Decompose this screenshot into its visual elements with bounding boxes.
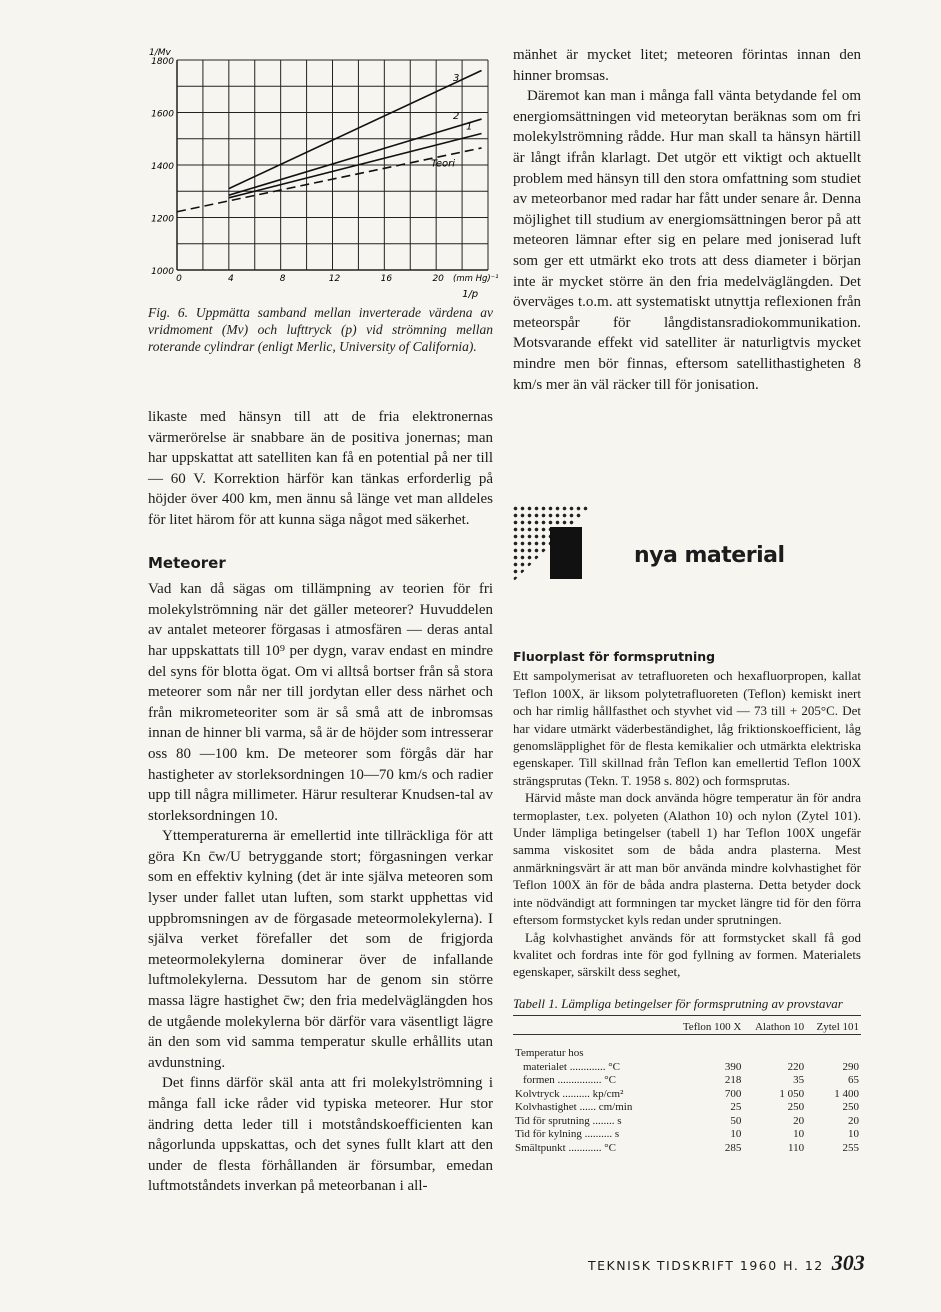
table-cell: materialet ............. °C — [523, 1060, 620, 1073]
table-cell: 1 400 — [834, 1087, 859, 1100]
series-line-3 — [229, 71, 482, 189]
header-cell: Alathon 10 — [754, 1020, 805, 1033]
table-row — [513, 1088, 861, 1102]
y-tick-label: 1400 — [151, 162, 174, 172]
y-tick-label: 1800 — [151, 57, 174, 67]
table-row — [513, 1061, 861, 1075]
paragraph: mänhet är mycket litet; meteoren förintas innan den hinner bromsas. — [513, 47, 861, 84]
paragraph: Yttemperaturerna är emellertid inte tillräckliga för att göra Kn c̄w/U betryggande stort; förgasningen verkar som en effektiv kylning (det är inte själva meteoren som lyser under fallet utan luften, som starkt upphettas vid uppbromsningen av de förgasade meteormolekylerna). I själva verket förefaller det som de frigjorda meteormolekylerna dominerar över de infallande luftmolekylerna. Dessutom har de genom sin större massa lägre hastighet c̄w; den fria medelväglängden hos de utgående molekylerna bör därför vara väsentligt lägre än den som vid samma temperatur skulle erhållits utan avdunstning. — [148, 828, 493, 1071]
journal-name: TEKNISK TIDSKRIFT 1960 H. 12 — [588, 1258, 824, 1273]
table-cell: 290 — [842, 1060, 859, 1073]
x-tick-label: 8 — [279, 274, 286, 284]
x-tick-label: 16 — [380, 274, 393, 284]
y-tick-label: 1000 — [151, 267, 174, 277]
paragraph: Härvid måste man dock använda högre temperatur än för andra termoplaster, t.ex. polyeten (Alathon 10) och nylon (Zytel 101). Under lämpliga betingelser (tabell 1) har Teflon 100X ungefär samma viskositet som de båda andra plasterna. Mest anmärkningsvärt är att man bör använda mindre kolvhastighet för Teflon 100X än för de båda andra plasterna. Detta betyder dock inte nödvändigt att formningen tar mycket längre tid för den förra eftersom formstycket kyls redan under sprutningen. — [513, 790, 861, 928]
page-number: 303 — [831, 1250, 865, 1275]
table-cell: 50 — [730, 1114, 742, 1127]
table-cell: 35 — [793, 1074, 805, 1087]
right-column-top — [513, 45, 861, 395]
group-label: Temperatur hos — [515, 1047, 584, 1060]
table-cell: 65 — [848, 1074, 859, 1087]
y-axis-label: 1/Mv — [149, 48, 171, 58]
footer — [588, 1250, 865, 1276]
table-cell: 10 — [730, 1128, 742, 1141]
header-cell — [513, 1021, 670, 1035]
table-cell: 255 — [842, 1141, 859, 1154]
table-cell: 285 — [724, 1141, 742, 1154]
paragraph: Låg kolvhastighet används för att formstycket skall få god kvalitet och fordras inte för god fyllning av formen. Materialets egenskaper, särskilt dess seghet, — [513, 929, 861, 980]
figure-caption: Fig. 6. Uppmätta samband mellan inverterade värdena av vridmoment (Mv) och lufttryck (p) vid strömning mellan roterande cylindrar (enligt Merlic, University of California). — [148, 305, 493, 354]
table-header — [513, 1021, 861, 1035]
table-cell: 390 — [724, 1060, 742, 1073]
table-cell: 220 — [787, 1060, 805, 1073]
table-caption: Tabell 1. Lämpliga betingelser för formsprutning av provstavar — [513, 995, 861, 1016]
x-tick-label: 20 — [432, 274, 444, 284]
x-tick-label: 0 — [176, 274, 182, 284]
table-cell: 700 — [724, 1087, 742, 1100]
table-row — [513, 1142, 861, 1156]
table-cell: 1 050 — [779, 1087, 805, 1100]
table-cell: 250 — [787, 1101, 805, 1114]
paragraph: likaste med hänsyn till att de fria elektronernas värmerörelse är snabbare än de positiva jonernas; man har uppskattat att satelliten kan få en potential på ner till — 60 V. Korrektion härför kan tänkas erforderlig på höjder över 400 km, men ännu så länge vet man alldeles för litet härom för att kunna säga något med säkerhet. — [148, 409, 493, 528]
y-tick-label: 1200 — [151, 214, 174, 225]
table-cell: Smältpunkt ............ °C — [515, 1141, 616, 1154]
y-tick-label: 1600 — [151, 109, 174, 120]
article-heading: Fluorplast för formsprutning — [513, 649, 716, 664]
paragraph: Vad kan då sägas om tillämpning av teorien för fri molekylströmning när det gäller meteorer? Huvuddelen av antalet meteorer förgasas i atmosfären — deras antal har uppskattats till 10⁹ per dygn, varav endast en mindre del syns för blotta ögat. Om vi alltså bortser från så stora meteorer som når ner till jordytan eller dess närhet och från mikrometeoriter som är så små att de inbromsas innan de hinner bli varma, så är de höjder som intresserar oss 80 —100 km. De meteorer som förgås där har hastigheter av storleksordningen 10—70 km/s och radier upp till några millimeter. Härur resulterar Knudsen-tal av storleksordningen 10. — [148, 581, 493, 824]
series-line-2 — [229, 119, 482, 195]
x-tick-label: 12 — [328, 274, 341, 284]
table-cell: 10 — [793, 1128, 805, 1141]
table-cell: Kolvtryck .......... kp/cm² — [515, 1087, 624, 1100]
table-cell: Tid för kylning .......... s — [515, 1128, 620, 1141]
table-row — [513, 1074, 861, 1088]
section-heading: Meteorer — [148, 553, 226, 572]
section-logo — [512, 505, 602, 585]
header-cell: Teflon 100 X — [682, 1020, 742, 1033]
paragraph: Ett sampolymerisat av tetrafluoreten och hexafluorpropen, kallat Teflon 100X, är liksom polytetrafluoreten (Teflon) kemiskt inert och har rimlig hållfasthet och styvhet vid — 73 till + 205°C. Det har vidare utmärkt väderbeständighet, låg friktionskoefficient, låg genomsläpplighet för de flesta kemikalier och utmärkta elektriska egenskaper. Till skillnad från Teflon kan emellertid Teflon 100X strängsprutas (Tekn. T. 1958 s. 802) och formsprutas. — [513, 668, 861, 788]
table-cell: Kolvhastighet ...... cm/min — [515, 1101, 633, 1114]
series-label: 3 — [453, 73, 460, 84]
table-cell: 10 — [848, 1128, 859, 1141]
table-row — [513, 1101, 861, 1115]
table-cell: 20 — [848, 1114, 859, 1127]
header-cell: Zytel 101 — [816, 1020, 859, 1033]
x-tick-label: 4 — [227, 274, 234, 284]
conditions-table — [513, 1021, 861, 1156]
x-axis-label: 1/p — [462, 289, 479, 300]
x-axis-unit: (mm Hg)⁻¹ — [453, 274, 499, 284]
table-row — [513, 1128, 861, 1142]
table-cell: 218 — [724, 1074, 742, 1087]
table-cell: 110 — [788, 1141, 805, 1154]
paragraph: Däremot kan man i många fall vänta betydande fel om energiomsättningen vid meteorytan beräknas som om fri molekylströmning rådde. Hur man skall ta hänsyn härtill är långt ifrån klarlagt. Det utgör ett viktigt och aktuellt problem med hänsyn till den stora omfattning som studiet av meteorbanor med radar har fått under senare år. Denna möjlighet till studium av energiomsättningen beror på att meteoren lämnar efter sig en pelare med joniserad luft som ger ett utmärkt eko trots att dess diameter i början inte är mycket större än den fria medelväglängden. Det överväges t.o.m. att systematiskt utnyttja reflexionen från meteorspår för långdistansradiokommunikation. Motsvarande effekt vid satelliter är naturligtvis mycket mindre men bör finnas, eftersom satellithastigheten 8 km/s mer än väl räcker till för jonisation. — [513, 88, 861, 393]
table-cell: Tid för sprutning ........ s — [515, 1114, 622, 1127]
table-cell: 20 — [793, 1114, 805, 1127]
section-title: nya material — [634, 543, 785, 568]
left-column — [148, 407, 493, 1197]
table-cell: formen ................ °C — [523, 1074, 617, 1087]
table-cell: 25 — [730, 1101, 742, 1114]
series-label: Teori — [430, 158, 456, 170]
series-label: 2 — [453, 111, 460, 122]
paragraph: Det finns därför skäl anta att fri molekylströmning i många fall icke råder vid typiska meteorer. Hur stor ändring detta leder till i motståndskoefficienten kan någorlunda uppskattas, och det synes fullt klart att den under de flesta förhållanden är försumbar, emedan luftmotståndets inverkan på meteorbanan i all- — [148, 1075, 493, 1195]
figure-chart — [140, 45, 510, 305]
table-cell: 250 — [842, 1101, 859, 1114]
right-column-bottom — [513, 648, 861, 1155]
series-label: 1 — [465, 121, 473, 133]
table-row — [513, 1115, 861, 1129]
